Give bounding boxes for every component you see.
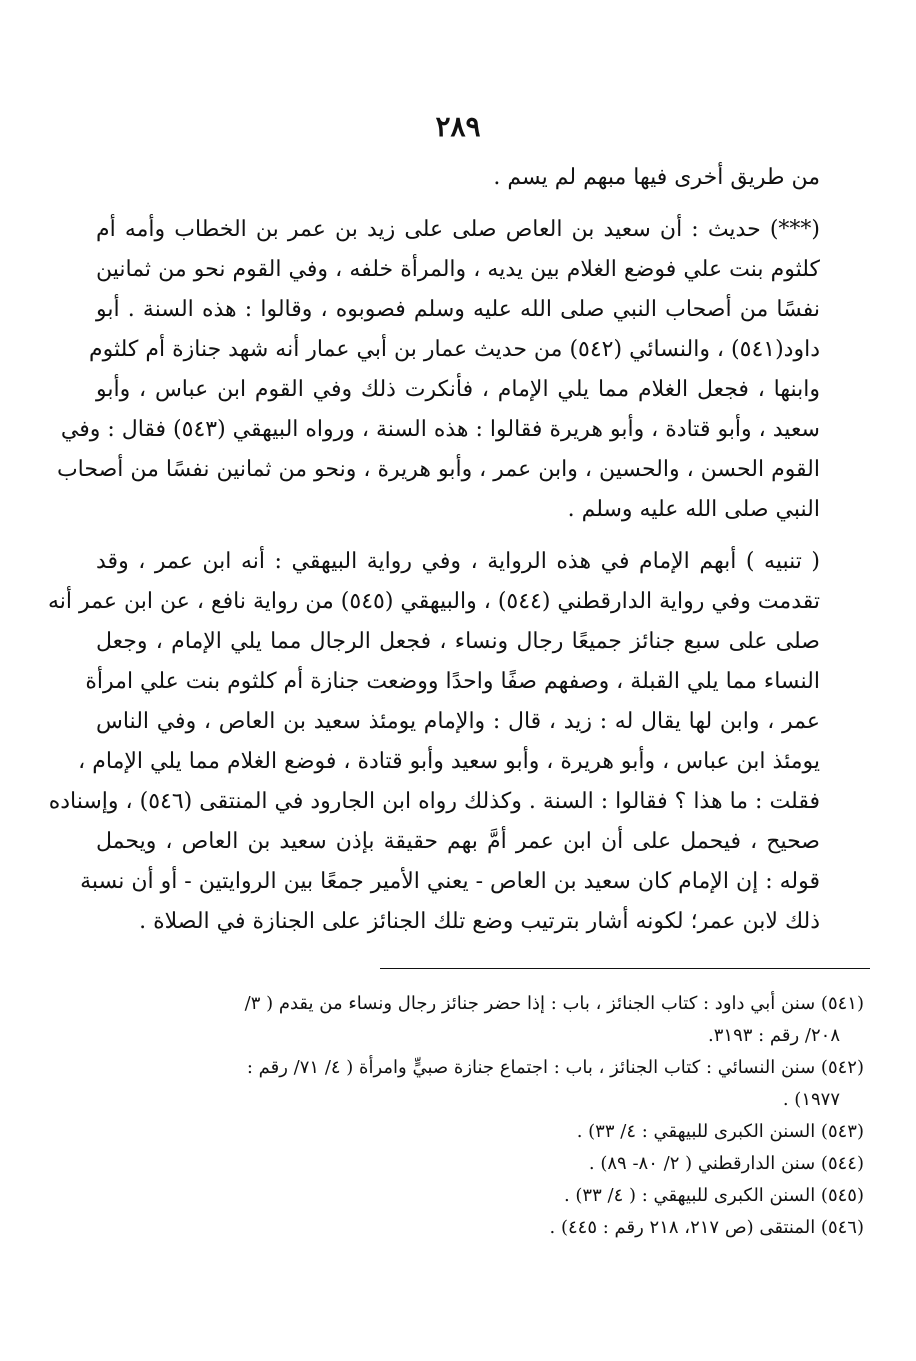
footnote-541: (٥٤١) سنن أبي داود : كتاب الجنائز ، باب : إذا حضر جنائز رجال ونساء من يقدم ( ٣/ <box>244 993 864 1014</box>
footnote-541-continuation: ٢٠٨/ رقم : ٣١٩٣. <box>708 1025 840 1046</box>
text-line: من طريق أخرى فيها مبهم لم يسم . <box>493 165 820 190</box>
text-line: ذلك لابن عمر؛ لكونه أشار بترتيب وضع تلك الجنائز على الجنازة في الصلاة . <box>139 909 820 934</box>
text-line: (***) حديث : أن سعيد بن العاص صلى على زيد بن عمر بن الخطاب وأمه أم <box>96 217 820 242</box>
paragraph-continuation <box>96 158 820 198</box>
footnote-545: (٥٤٥) السنن الكبرى للبيهقي : ( ٤/ ٣٣) . <box>563 1185 864 1206</box>
text-line: عمر ، وابن لها يقال له : زيد ، قال : والإمام يومئذ سعيد بن العاص ، وفي الناس <box>96 709 820 734</box>
text-line: قوله : إن الإمام كان سعيد بن العاص - يعني الأمير جمعًا بين الروايتين - أو أن نسبة <box>80 869 820 894</box>
text-line: النبي صلى الله عليه وسلم . <box>567 497 820 522</box>
text-line: كلثوم بنت علي فوضع الغلام بين يديه ، والمرأة خلفه ، وفي القوم نحو من ثمانين <box>96 257 820 282</box>
footnote-544: (٥٤٤) سنن الدارقطني ( ٢/ ٨٠- ٨٩) . <box>588 1153 864 1174</box>
text-line: فقلت : ما هذا ؟ فقالوا : السنة . وكذلك رواه ابن الجارود في المنتقى (٥٤٦) ، وإسناده <box>48 789 820 814</box>
paragraph-hadith <box>56 210 820 530</box>
text-line: داود(٥٤١) ، والنسائي (٥٤٢) من حديث عمار بن أبي عمار أنه شهد جنازة أم كلثوم <box>88 337 820 362</box>
text-line: النساء مما يلي القبلة ، وصفهم صفًا واحدًا ووضعت جنازة أم كلثوم بنت علي امرأة <box>85 669 820 694</box>
text-line: القوم الحسن ، والحسين ، وابن عمر ، وأبو هريرة ، ونحو من ثمانين نفسًا من أصحاب <box>56 457 820 482</box>
text-line: تقدمت وفي رواية الدارقطني (٥٤٤) ، والبيهقي (٥٤٥) من رواية نافع ، عن ابن عمر أنه <box>48 589 820 614</box>
footnote-divider <box>380 968 870 969</box>
text-line: يومئذ ابن عباس ، وأبو هريرة ، وأبو سعيد وأبو قتادة ، فوضع الغلام مما يلي الإمام ، <box>78 749 820 774</box>
text-line: سعيد ، وأبو قتادة ، وأبو هريرة فقالوا : هذه السنة ، ورواه البيهقي (٥٤٣) فقال : وفي <box>60 417 820 442</box>
text-line: ( تنبيه ) أبهم الإمام في هذه الرواية ، وفي رواية البيهقي : أنه ابن عمر ، وقد <box>96 549 820 574</box>
footnote-546: (٥٤٦) المنتقى (ص ٢١٧، ٢١٨ رقم : ٤٤٥) . <box>549 1217 864 1238</box>
text-line: نفسًا من أصحاب النبي صلى الله عليه وسلم فصوبوه ، وقالوا : هذه السنة . أبو <box>96 297 820 322</box>
footnote-543: (٥٤٣) السنن الكبرى للبيهقي : ٤/ ٣٣) . <box>576 1121 864 1142</box>
text-line: صحيح ، فيحمل على أن ابن عمر أمَّ بهم حقيقة بإذن سعيد بن العاص ، ويحمل <box>96 829 820 854</box>
main-text <box>48 158 820 942</box>
text-line: وابنها ، فجعل الغلام مما يلي الإمام ، فأنكرت ذلك وفي القوم ابن عباس ، وأبو <box>96 377 820 402</box>
footnotes <box>94 988 864 1244</box>
paragraph-note <box>48 542 820 942</box>
footnote-542: (٥٤٢) سنن النسائي : كتاب الجنائز ، باب : اجتماع جنازة صبيٍّ وامرأة ( ٤/ ٧١/ رقم : <box>246 1057 864 1078</box>
text-line: صلى على سبع جنائز جميعًا رجال ونساء ، فجعل الرجال مما يلي الإمام ، وجعل <box>96 629 820 654</box>
page-number: ٢٨٩ <box>435 110 481 143</box>
footnote-542-continuation: ١٩٧٧) . <box>782 1089 840 1110</box>
